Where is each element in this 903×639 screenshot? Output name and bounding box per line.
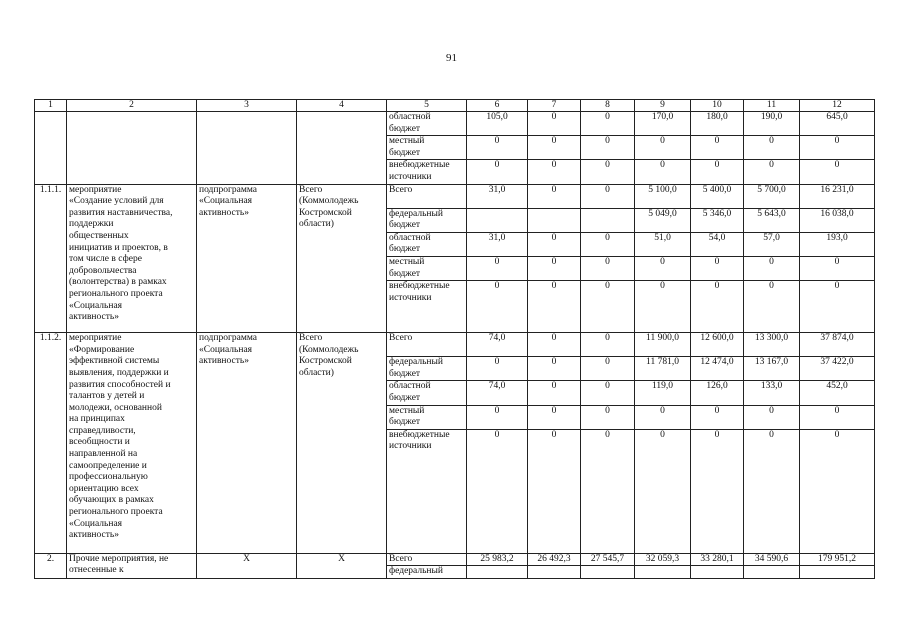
amount-cell: 0 xyxy=(467,281,528,333)
amount-cell: 193,0 xyxy=(800,232,875,256)
measure-name-line: развития способностей и xyxy=(69,379,171,390)
measure-name-cell xyxy=(67,333,197,554)
amount-cell: 0 xyxy=(528,405,581,429)
amount-cell: 0 xyxy=(635,281,691,333)
funding-source-cell xyxy=(387,429,467,553)
amount-cell: 0 xyxy=(581,381,635,405)
funding-source-line: местный xyxy=(389,136,425,147)
measure-name-line: эффективной системы xyxy=(69,356,160,367)
measure-name-line: обучающих в рамках xyxy=(69,495,154,506)
funding-source-line: Всего xyxy=(389,553,413,564)
funding-source-cell xyxy=(387,566,467,579)
amount-cell: 0 xyxy=(635,136,691,160)
funding-source-line: областной xyxy=(389,381,431,392)
measure-name-line: молодежи, основанной xyxy=(69,402,162,413)
amount-cell xyxy=(467,566,528,579)
measure-name-line: выявления, поддержки и xyxy=(69,367,169,378)
measure-name-line: активность» xyxy=(69,530,119,541)
funding-source-line: Всего xyxy=(389,333,413,344)
amount-cell: 51,0 xyxy=(635,232,691,256)
column-number-cell: 3 xyxy=(197,100,297,112)
item-number-cell xyxy=(35,112,67,185)
measure-name-line: ориентацию всех xyxy=(69,483,139,494)
amount-cell: 0 xyxy=(528,184,581,208)
measure-name-line: отнесенные к xyxy=(69,565,124,576)
measure-name-line: активность» xyxy=(69,312,119,323)
measure-name-line: развития наставничества, xyxy=(69,207,173,218)
amount-cell: 126,0 xyxy=(691,381,744,405)
executor-line: (Коммолодежь xyxy=(299,344,359,355)
amount-cell: 0 xyxy=(528,357,581,381)
amount-cell: 170,0 xyxy=(635,112,691,136)
amount-cell: 11 781,0 xyxy=(635,357,691,381)
measure-name-line: профессиональную xyxy=(69,472,148,483)
amount-cell: 0 xyxy=(581,184,635,208)
amount-cell: 0 xyxy=(635,256,691,280)
item-number-cell: 1.1.2. xyxy=(35,333,67,554)
funding-source-line: местный xyxy=(389,256,425,267)
measure-name-line: всеобщности и xyxy=(69,437,130,448)
funding-source-cell xyxy=(387,184,467,208)
column-number-cell: 7 xyxy=(528,100,581,112)
subprogram-line: активность» xyxy=(199,207,249,218)
amount-cell: 0 xyxy=(691,136,744,160)
amount-cell: 0 xyxy=(581,429,635,553)
funding-source-line: источники xyxy=(389,292,432,303)
amount-cell: 12 600,0 xyxy=(691,333,744,357)
amount-cell: 13 167,0 xyxy=(744,357,800,381)
measure-name-cell xyxy=(67,112,197,185)
funding-source-line: бюджет xyxy=(389,392,421,403)
amount-cell: 5 346,0 xyxy=(691,208,744,232)
amount-cell: 0 xyxy=(800,256,875,280)
measure-name-line: поддержки xyxy=(69,219,114,230)
subprogram-line: активность» xyxy=(199,356,249,367)
funding-source-line: федеральный xyxy=(389,208,443,219)
amount-cell xyxy=(528,208,581,232)
amount-cell: 0 xyxy=(528,160,581,184)
column-number-cell: 5 xyxy=(387,100,467,112)
amount-cell: 31,0 xyxy=(467,232,528,256)
executor-line: Всего xyxy=(299,333,323,344)
amount-cell: 0 xyxy=(744,256,800,280)
amount-cell: 0 xyxy=(581,160,635,184)
measure-name-line: талантов у детей и xyxy=(69,391,145,402)
subprogram-line: подпрограмма xyxy=(199,333,258,344)
measure-name-line: «Создание условий для xyxy=(69,196,164,207)
table-row xyxy=(35,333,875,357)
amount-cell: 5 049,0 xyxy=(635,208,691,232)
amount-cell: 0 xyxy=(528,256,581,280)
amount-cell: 57,0 xyxy=(744,232,800,256)
amount-cell: 0 xyxy=(581,357,635,381)
subprogram-line: подпрограмма xyxy=(199,184,258,195)
amount-cell: 0 xyxy=(744,136,800,160)
measure-name-cell xyxy=(67,184,197,333)
funding-source-cell xyxy=(387,357,467,381)
amount-cell: 0 xyxy=(635,160,691,184)
amount-cell xyxy=(744,566,800,579)
amount-cell: 0 xyxy=(744,429,800,553)
funding-source-line: бюджет xyxy=(389,244,421,255)
measure-name-line: направленной на xyxy=(69,449,138,460)
subprogram-line: «Социальная xyxy=(199,196,253,207)
amount-cell: 0 xyxy=(581,256,635,280)
measure-name-line: самоопределение и xyxy=(69,460,147,471)
amount-cell: 119,0 xyxy=(635,381,691,405)
measure-name-line: «Формирование xyxy=(69,344,135,355)
amount-cell: 13 300,0 xyxy=(744,333,800,357)
amount-cell: 54,0 xyxy=(691,232,744,256)
executor-line: области) xyxy=(299,219,334,230)
funding-source-cell xyxy=(387,256,467,280)
amount-cell: 645,0 xyxy=(800,112,875,136)
column-number-cell: 1 xyxy=(35,100,67,112)
amount-cell: 0 xyxy=(744,405,800,429)
item-number-cell: 1.1.1. xyxy=(35,184,67,333)
amount-cell: 37 874,0 xyxy=(800,333,875,357)
column-number-cell: 12 xyxy=(800,100,875,112)
amount-cell: 0 xyxy=(744,160,800,184)
amount-cell: 5 400,0 xyxy=(691,184,744,208)
measure-name-line: мероприятие xyxy=(69,184,122,195)
amount-cell: 190,0 xyxy=(744,112,800,136)
executor-cell xyxy=(297,112,387,185)
amount-cell: 0 xyxy=(800,160,875,184)
executor-line: области) xyxy=(299,367,334,378)
amount-cell: 0 xyxy=(581,333,635,357)
funding-source-line: внебюджетные xyxy=(389,160,450,171)
subprogram-line: «Социальная xyxy=(199,344,253,355)
amount-cell: 31,0 xyxy=(467,184,528,208)
amount-cell: 105,0 xyxy=(467,112,528,136)
funding-source-line: бюджет xyxy=(389,123,421,134)
amount-cell xyxy=(528,566,581,579)
amount-cell: 26 492,3 xyxy=(528,553,581,566)
amount-cell: 0 xyxy=(528,333,581,357)
amount-cell: 0 xyxy=(467,160,528,184)
amount-cell: 0 xyxy=(691,405,744,429)
funding-source-line: областной xyxy=(389,112,431,122)
funding-source-line: бюджет xyxy=(389,268,421,279)
funding-source-cell xyxy=(387,381,467,405)
amount-cell xyxy=(800,566,875,579)
amount-cell: 0 xyxy=(635,405,691,429)
amount-cell: 0 xyxy=(581,136,635,160)
amount-cell xyxy=(635,566,691,579)
column-number-cell: 2 xyxy=(67,100,197,112)
column-number-header-row xyxy=(35,100,875,112)
column-number-cell: 8 xyxy=(581,100,635,112)
executor-cell xyxy=(297,553,387,578)
funding-source-cell xyxy=(387,160,467,184)
funding-source-cell xyxy=(387,333,467,357)
amount-cell: 5 643,0 xyxy=(744,208,800,232)
amount-cell: 37 422,0 xyxy=(800,357,875,381)
amount-cell: 0 xyxy=(691,256,744,280)
column-number-cell: 4 xyxy=(297,100,387,112)
item-number-cell: 2. xyxy=(35,553,67,578)
measure-name-line: справедливости, xyxy=(69,425,136,436)
amount-cell: 0 xyxy=(635,429,691,553)
amount-cell: 0 xyxy=(581,405,635,429)
page-number: 91 xyxy=(446,52,457,64)
funding-source-line: местный xyxy=(389,405,425,416)
subprogram-cell xyxy=(197,112,297,185)
budget-table xyxy=(34,99,875,579)
funding-source-line: Всего xyxy=(389,184,413,195)
measure-name-cell xyxy=(67,553,197,578)
funding-source-line: бюджет xyxy=(389,220,421,231)
amount-cell: 0 xyxy=(467,136,528,160)
funding-source-cell xyxy=(387,553,467,566)
amount-cell: 74,0 xyxy=(467,333,528,357)
funding-source-line: внебюджетные xyxy=(389,281,450,292)
table-row xyxy=(35,112,875,136)
subprogram-line: Х xyxy=(243,553,250,564)
measure-name-line: регионального проекта xyxy=(69,507,163,518)
amount-cell: 0 xyxy=(467,357,528,381)
table-row xyxy=(35,553,875,566)
amount-cell: 33 280,1 xyxy=(691,553,744,566)
funding-source-line: областной xyxy=(389,232,431,243)
amount-cell: 179 951,2 xyxy=(800,553,875,566)
subprogram-cell xyxy=(197,184,297,333)
amount-cell: 12 474,0 xyxy=(691,357,744,381)
amount-cell: 0 xyxy=(467,429,528,553)
amount-cell xyxy=(467,208,528,232)
amount-cell: 0 xyxy=(691,429,744,553)
funding-source-line: федеральный xyxy=(389,566,443,577)
amount-cell: 5 100,0 xyxy=(635,184,691,208)
funding-source-cell xyxy=(387,208,467,232)
executor-cell xyxy=(297,184,387,333)
amount-cell: 32 059,3 xyxy=(635,553,691,566)
funding-source-cell xyxy=(387,136,467,160)
funding-source-cell xyxy=(387,281,467,333)
funding-source-line: источники xyxy=(389,171,432,182)
measure-name-line: добровольчества xyxy=(69,265,137,276)
amount-cell: 0 xyxy=(581,232,635,256)
executor-line: Всего xyxy=(299,184,323,195)
amount-cell: 16 038,0 xyxy=(800,208,875,232)
measure-name-line: общественных xyxy=(69,230,129,241)
measure-name-line: мероприятие xyxy=(69,333,122,344)
subprogram-cell xyxy=(197,333,297,554)
amount-cell: 0 xyxy=(581,112,635,136)
measure-name-line: «Социальная xyxy=(69,300,123,311)
measure-name-line: инициатив и проектов, в xyxy=(69,242,168,253)
amount-cell: 0 xyxy=(528,429,581,553)
amount-cell xyxy=(581,566,635,579)
amount-cell xyxy=(581,208,635,232)
executor-line: (Коммолодежь xyxy=(299,196,359,207)
amount-cell: 180,0 xyxy=(691,112,744,136)
funding-source-cell xyxy=(387,112,467,136)
funding-source-cell xyxy=(387,232,467,256)
column-number-cell: 11 xyxy=(744,100,800,112)
amount-cell: 0 xyxy=(581,281,635,333)
executor-cell xyxy=(297,333,387,554)
amount-cell: 16 231,0 xyxy=(800,184,875,208)
amount-cell: 0 xyxy=(528,136,581,160)
funding-source-line: бюджет xyxy=(389,147,421,158)
amount-cell: 74,0 xyxy=(467,381,528,405)
funding-source-line: федеральный xyxy=(389,357,443,368)
table-body xyxy=(35,100,875,579)
funding-source-line: внебюджетные xyxy=(389,429,450,440)
funding-source-line: бюджет xyxy=(389,417,421,428)
measure-name-line: том числе в сфере xyxy=(69,254,142,265)
amount-cell: 0 xyxy=(467,256,528,280)
amount-cell: 27 545,7 xyxy=(581,553,635,566)
column-number-cell: 10 xyxy=(691,100,744,112)
amount-cell: 0 xyxy=(528,232,581,256)
amount-cell: 5 700,0 xyxy=(744,184,800,208)
column-number-cell: 6 xyxy=(467,100,528,112)
amount-cell: 0 xyxy=(528,381,581,405)
amount-cell: 0 xyxy=(691,281,744,333)
amount-cell: 0 xyxy=(800,405,875,429)
amount-cell: 133,0 xyxy=(744,381,800,405)
amount-cell: 0 xyxy=(691,160,744,184)
funding-source-cell xyxy=(387,405,467,429)
amount-cell: 34 590,6 xyxy=(744,553,800,566)
measure-name-line: на принципах xyxy=(69,414,125,425)
amount-cell: 11 900,0 xyxy=(635,333,691,357)
amount-cell: 0 xyxy=(800,429,875,553)
amount-cell: 0 xyxy=(528,281,581,333)
executor-line: Костромской xyxy=(299,356,352,367)
subprogram-cell xyxy=(197,553,297,578)
measure-name-line: Прочие мероприятия, не xyxy=(69,553,169,564)
amount-cell: 452,0 xyxy=(800,381,875,405)
executor-line: Х xyxy=(338,553,345,564)
funding-source-line: бюджет xyxy=(389,368,421,379)
table-row xyxy=(35,184,875,208)
amount-cell: 0 xyxy=(800,136,875,160)
amount-cell: 0 xyxy=(528,112,581,136)
amount-cell: 0 xyxy=(800,281,875,333)
measure-name-line: «Социальная xyxy=(69,518,123,529)
amount-cell: 25 983,2 xyxy=(467,553,528,566)
measure-name-line: (волонтерства) в рамках xyxy=(69,277,167,288)
funding-source-line: источники xyxy=(389,441,432,452)
amount-cell: 0 xyxy=(744,281,800,333)
column-number-cell: 9 xyxy=(635,100,691,112)
amount-cell: 0 xyxy=(467,405,528,429)
amount-cell xyxy=(691,566,744,579)
measure-name-line: регионального проекта xyxy=(69,288,163,299)
executor-line: Костромской xyxy=(299,207,352,218)
